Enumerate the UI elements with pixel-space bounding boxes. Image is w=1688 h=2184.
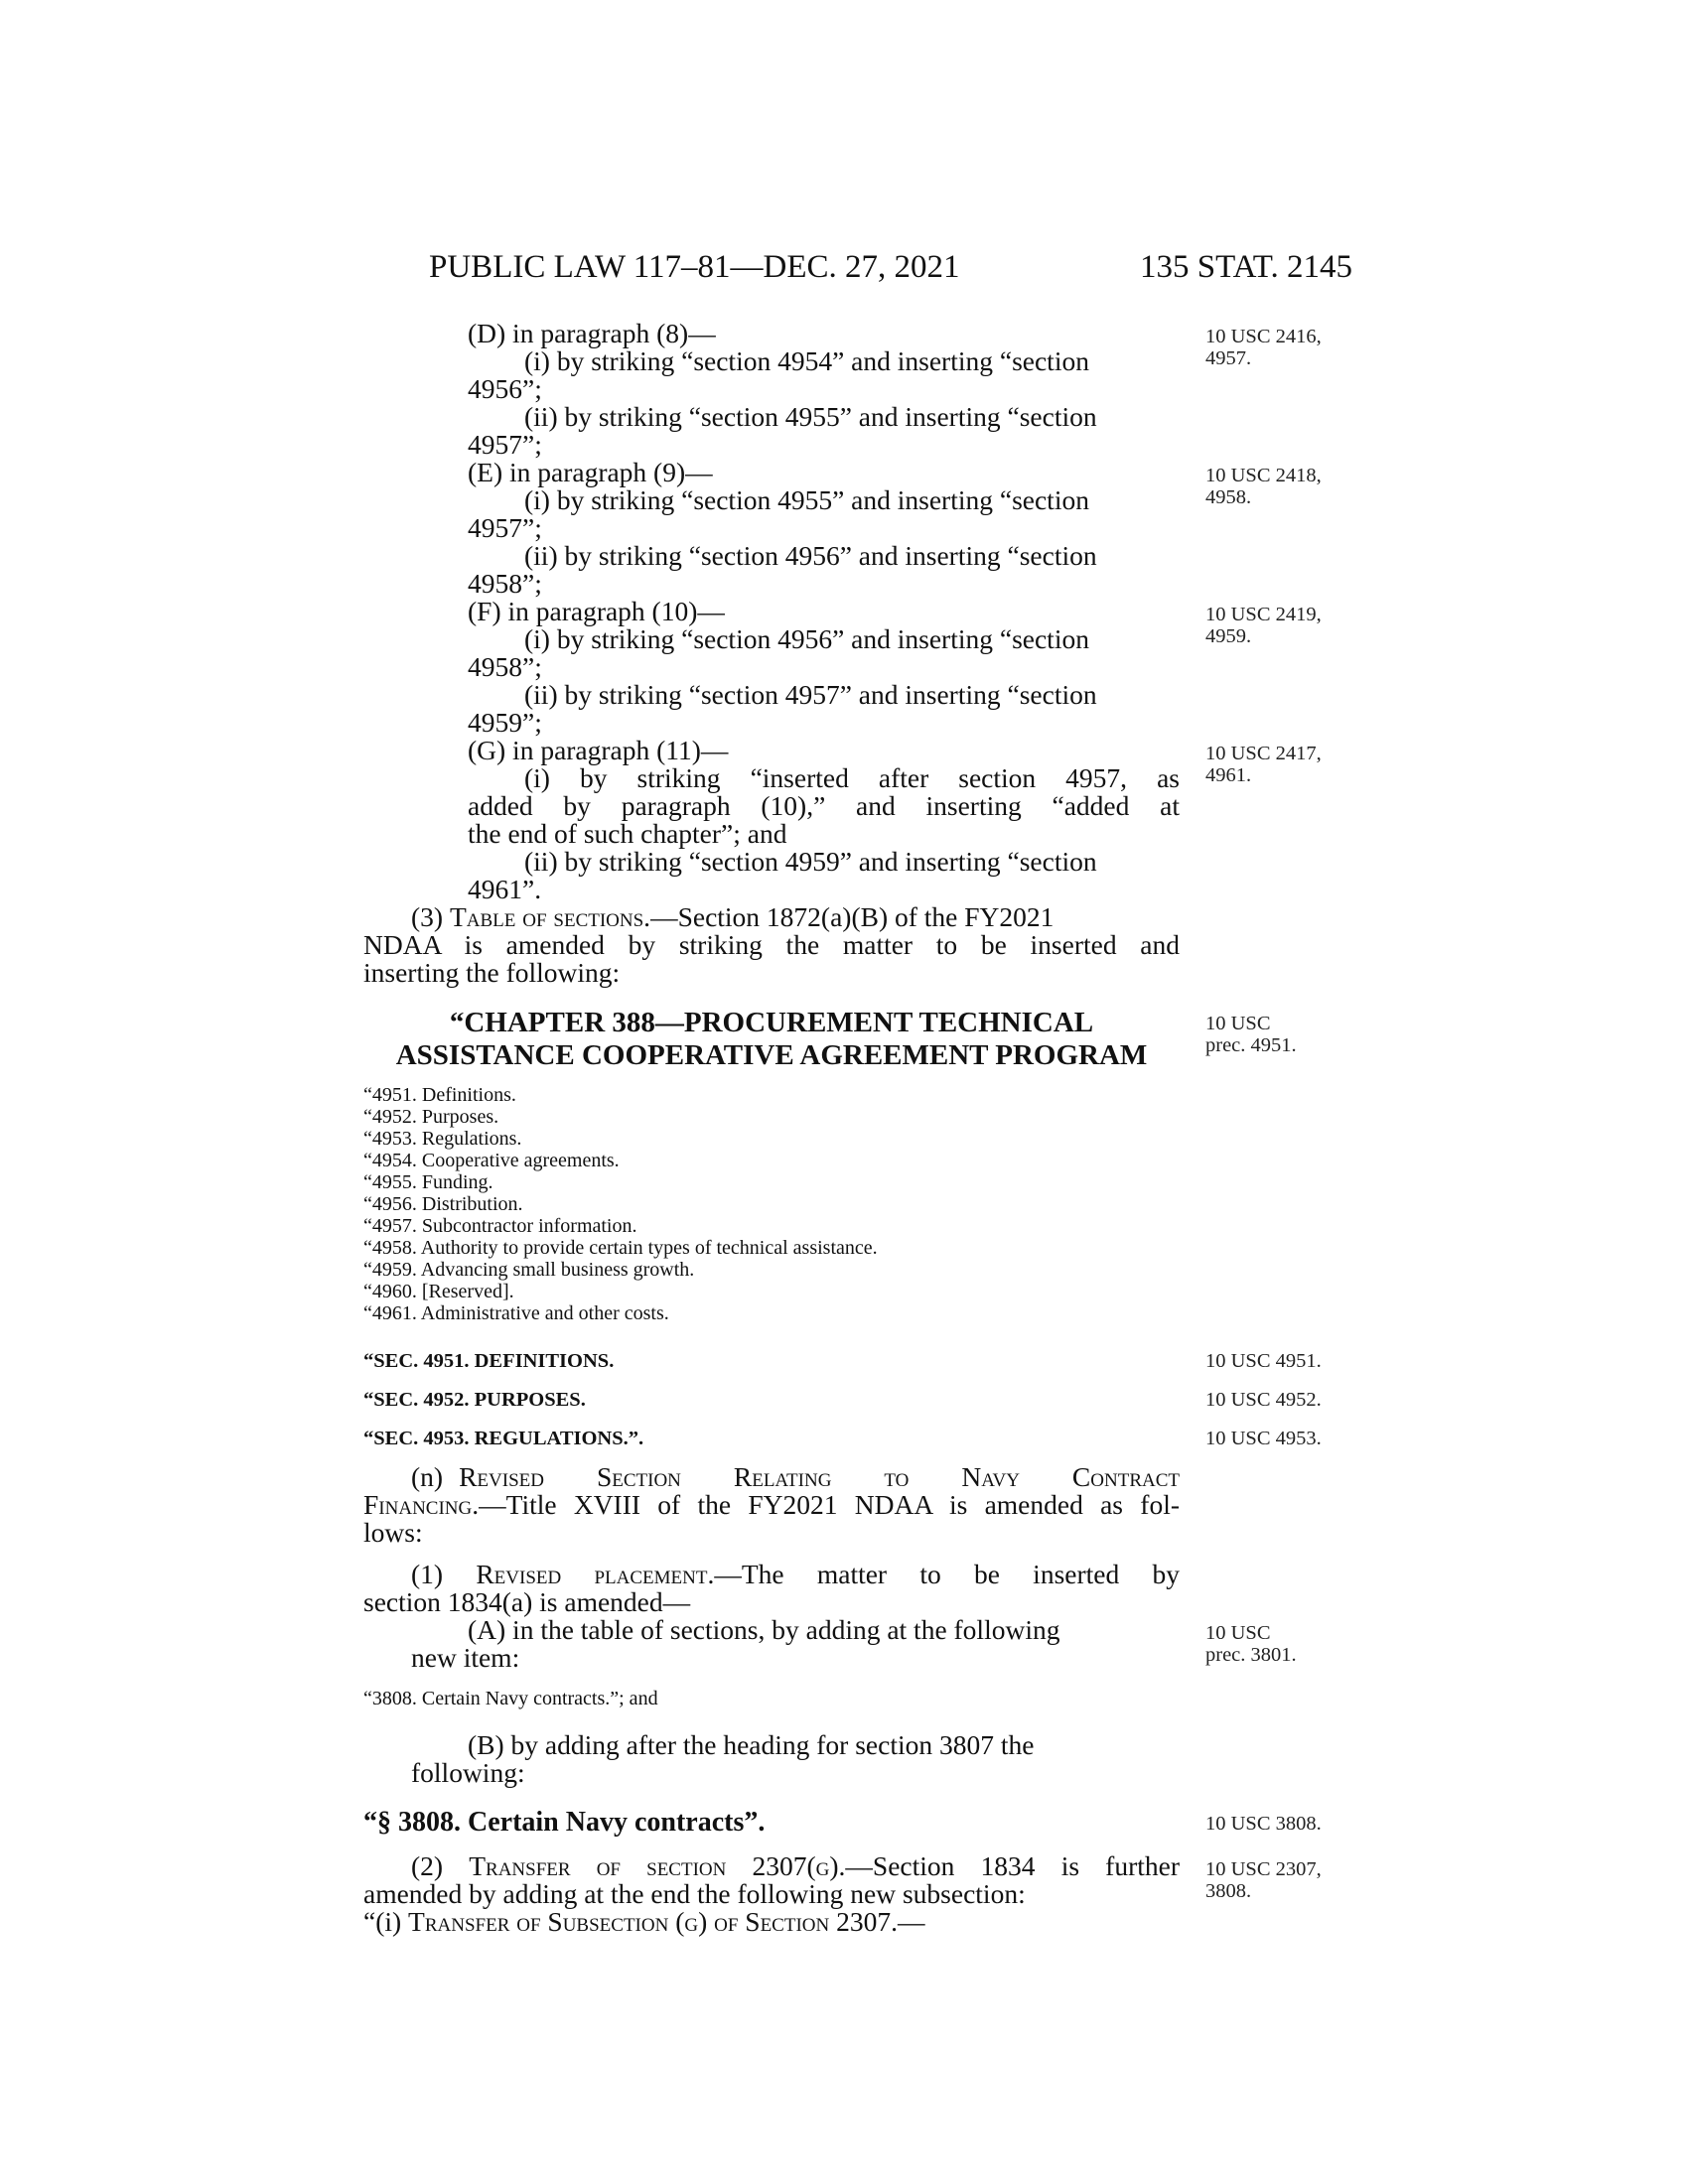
clause-g-ii-line1: (ii) by striking “section 4959” and inserting “section [524,846,1097,877]
paragraph-3-line3: inserting the following: [363,957,621,988]
toc-item: “4960. [Reserved]. [363,1281,514,1302]
section-3808-heading: “§ 3808. Certain Navy contracts”. [363,1807,766,1838]
chapter-heading-line2: ASSISTANCE COOPERATIVE AGREEMENT PROGRAM [395,1039,1148,1071]
clause-f-i-line1: (i) by striking “section 4956” and inserting “section [524,623,1089,654]
subparagraph-b-line1: (B) by adding after the heading for section 3807 the [468,1729,1035,1760]
paragraph-3-line1: (3) Table of sections.—Section 1872(a)(B) of the FY2021 [411,901,1055,932]
clause-d-i-line2: 4956”; [468,373,542,404]
clause-g-i-line2: added by paragraph (10),” and inserting “added at [468,790,1180,821]
toc-item: “4958. Authority to provide certain types of technical assistance. [363,1237,878,1259]
running-header-law: PUBLIC LAW 117–81—DEC. 27, 2021 [429,249,960,285]
toc-item: “4951. Definitions. [363,1084,516,1106]
subparagraph-d-label: (D) in paragraph (8)— [468,318,716,348]
sidenote-usc-3808: 10 USC 3808. [1205,1813,1322,1835]
toc-item: “4954. Cooperative agreements. [363,1150,620,1171]
clause-e-ii-line2: 4958”; [468,568,542,599]
inserted-table-item: “3808. Certain Navy contracts.”; and [363,1688,658,1709]
toc-item: “4953. Regulations. [363,1128,522,1150]
paragraph-3-heading: Table of sections. [449,901,651,932]
sidenote-usc-4951: 10 USC 4951. [1205,1350,1322,1372]
clause-e-ii-line1: (ii) by striking “section 4956” and inserting “section [524,540,1097,571]
subsection-n-line3: lows: [363,1517,423,1548]
subparagraph-g-label: (G) in paragraph (11)— [468,735,729,765]
paragraph-1-line2: section 1834(a) is amended— [363,1586,691,1617]
sidenote-usc-4953: 10 USC 4953. [1205,1428,1322,1449]
clause-e-i-line2: 4957”; [468,512,542,543]
toc-item: “4959. Advancing small business growth. [363,1259,695,1281]
clause-f-ii-line2: 4959”; [468,707,542,738]
paragraph-2-line2: amended by adding at the end the following new subsection: [363,1878,1026,1909]
paragraph-2-heading: Transfer of section 2307(g). [469,1850,846,1881]
toc-item: “4952. Purposes. [363,1106,499,1128]
section-4951-heading: “SEC. 4951. DEFINITIONS. [363,1350,615,1372]
section-4953-heading: “SEC. 4953. REGULATIONS.”. [363,1428,644,1449]
chapter-heading-line1: “CHAPTER 388—PROCUREMENT TECHNICAL [449,1007,1094,1038]
sidenote-usc-prec-3801: 10 USC prec. 3801. [1205,1622,1297,1666]
clause-d-ii-line2: 4957”; [468,429,542,460]
subparagraph-b-line2: following: [411,1757,525,1788]
subsection-n-heading: Revised Section Relating to Navy Contract [459,1461,1180,1492]
subparagraph-f-label: (F) in paragraph (10)— [468,596,725,626]
subparagraph-a-line2: new item: [411,1642,520,1673]
sidenote-usc-2418: 10 USC 2418, 4958. [1205,465,1322,508]
new-subsection-heading: Transfer of Subsection (g) of Section 2307. [408,1906,898,1937]
subsection-n-line2: Financing.—Title XVIII of the FY2021 NDAA is amended as fol- [363,1489,1180,1520]
sidenote-usc-2419: 10 USC 2419, 4959. [1205,604,1322,647]
toc-item: “4961. Administrative and other costs. [363,1302,669,1324]
subparagraph-a-line1: (A) in the table of sections, by adding at the following [468,1614,1060,1645]
clause-f-i-line2: 4958”; [468,651,542,682]
sidenote-usc-2417: 10 USC 2417, 4961. [1205,743,1322,786]
sidenote-usc-2307: 10 USC 2307, 3808. [1205,1858,1322,1902]
sidenote-usc-4952: 10 USC 4952. [1205,1389,1322,1411]
paragraph-3-line2: NDAA is amended by striking the matter to be inserted and [363,929,1180,960]
toc-item: “4955. Funding. [363,1171,493,1193]
toc-item: “4956. Distribution. [363,1193,523,1215]
clause-g-i-line3: the end of such chapter”; and [468,818,787,849]
toc-item: “4957. Subcontractor information. [363,1215,637,1237]
subsection-n-line1: (n) Revised Section Relating to Navy Contract [411,1461,1180,1492]
sidenote-usc-prec-4951: 10 USC prec. 4951. [1205,1013,1297,1056]
running-header-stat: 135 STAT. 2145 [1140,249,1353,285]
subparagraph-e-label: (E) in paragraph (9)— [468,457,713,487]
sidenote-usc-2416: 10 USC 2416, 4957. [1205,326,1322,369]
section-4952-heading: “SEC. 4952. PURPOSES. [363,1389,586,1411]
clause-e-i-line1: (i) by striking “section 4955” and inserting “section [524,484,1089,515]
paragraph-1-line1: (1) Revised placement.—The matter to be inserted by [411,1559,1180,1589]
paragraph-2-line1: (2) Transfer of section 2307(g).—Section 1834 is further [411,1850,1181,1881]
clause-g-i-line1: (i) by striking “inserted after section 4957, as [524,762,1180,793]
paragraph-1-heading: Revised placement. [476,1559,715,1589]
clause-d-i-line1: (i) by striking “section 4954” and inserting “section [524,345,1089,376]
clause-g-ii-line2: 4961”. [468,874,542,904]
clause-d-ii-line1: (ii) by striking “section 4955” and inserting “section [524,401,1097,432]
clause-f-ii-line1: (ii) by striking “section 4957” and inserting “section [524,679,1097,710]
paragraph-2-line3: “(i) Transfer of Subsection (g) of Section 2307.— [363,1906,925,1937]
